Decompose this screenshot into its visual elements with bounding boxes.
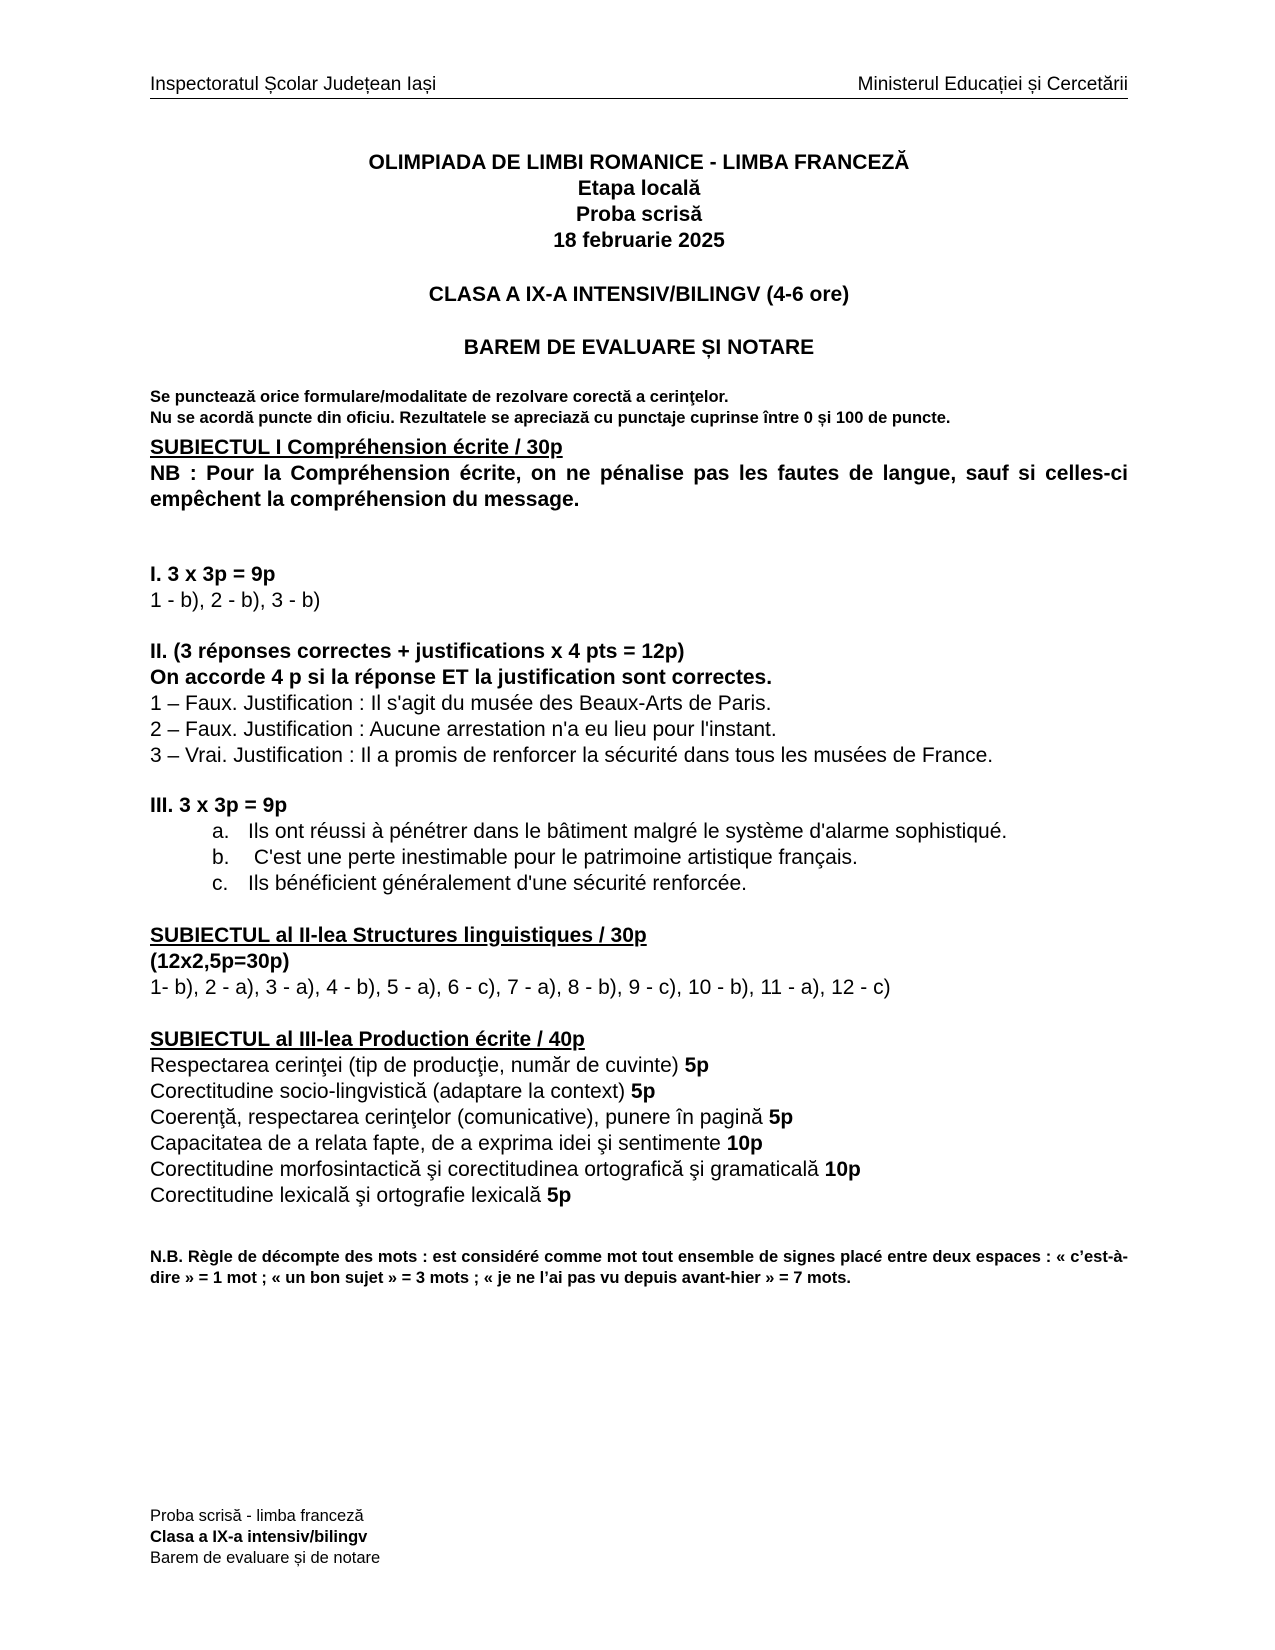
item-text: Ils bénéficient généralement d'une sécurité renforcée. bbox=[248, 872, 747, 895]
exam-date: 18 februarie 2025 bbox=[553, 229, 725, 252]
barem-title: BAREM DE EVALUARE ȘI NOTARE bbox=[463, 336, 815, 359]
criterion-points: 5p bbox=[546, 1184, 572, 1207]
item-marker: b. bbox=[212, 846, 230, 869]
exam-type: Proba scrisă bbox=[575, 203, 703, 226]
subject-2 bbox=[150, 923, 1128, 1001]
subject-1-nb: NB : Pour la Compréhension écrite, on ne pénalise pas les fautes de langue, sauf si celles-ci empêchent la compréhension du message. bbox=[150, 462, 1128, 511]
criterion-text: Respectarea cerinţei (tip de producţie, număr de cuvinte) bbox=[150, 1054, 679, 1077]
part-3-heading: III. 3 x 3p = 9p bbox=[150, 794, 288, 817]
part-2-heading: II. (3 réponses correctes + justifications x 4 pts = 12p) bbox=[150, 640, 685, 663]
criterion-row bbox=[150, 1157, 1128, 1183]
header-inspectorate: Inspectoratul Școlar Județean Iași bbox=[150, 74, 437, 95]
criterion-text: Coerenţă, respectarea cerinţelor (comunicative), punere în pagină bbox=[150, 1106, 763, 1129]
part-2-item: 3 – Vrai. Justification : Il a promis de renforcer la sécurité dans tous les musées de France. bbox=[150, 744, 994, 767]
criterion-row bbox=[150, 1183, 1128, 1209]
criterion-points: 5p bbox=[630, 1080, 656, 1103]
criterion-points: 10p bbox=[726, 1132, 763, 1155]
general-line-2: Nu se acordă puncte din oficiu. Rezultatele se apreciază cu punctaje cuprinse între 0 și 100 de puncte. bbox=[150, 409, 951, 427]
page-footer bbox=[150, 1506, 380, 1569]
stage-title: Etapa locală bbox=[577, 177, 701, 200]
criterion-points: 10p bbox=[824, 1158, 861, 1181]
list-item bbox=[150, 871, 1128, 897]
page-header bbox=[150, 72, 1128, 99]
criterion-row bbox=[150, 1131, 1128, 1157]
subject-1-title: SUBIECTUL I Compréhension écrite / 30p bbox=[150, 436, 563, 459]
part-1-heading: I. 3 x 3p = 9p bbox=[150, 563, 276, 586]
subject-3-title: SUBIECTUL al III-lea Production écrite / 40p bbox=[150, 1028, 585, 1051]
subject-2-title: SUBIECTUL al II-lea Structures linguistiques / 30p bbox=[150, 924, 647, 947]
criterion-text: Corectitudine morfosintactică şi corectitudinea ortografică şi gramaticală bbox=[150, 1158, 819, 1181]
criterion-row bbox=[150, 1079, 1128, 1105]
part-2-item: 1 – Faux. Justification : Il s'agit du musée des Beaux-Arts de Paris. bbox=[150, 692, 772, 715]
part-2-note: On accorde 4 p si la réponse ET la justification sont correctes. bbox=[150, 666, 773, 689]
criterion-text: Capacitatea de a relata fapte, de a exprima idei şi sentimente bbox=[150, 1132, 721, 1155]
subject-1-header bbox=[150, 435, 1128, 513]
subject-2-answers: 1- b), 2 - a), 3 - a), 4 - b), 5 - a), 6 - c), 7 - a), 8 - b), 9 - c), 10 - b), 11 - a), 12 - c) bbox=[150, 976, 891, 999]
list-item bbox=[150, 845, 1128, 871]
criterion-text: Corectitudine lexicală şi ortografie lexicală bbox=[150, 1184, 542, 1207]
footer-line-1: Proba scrisă - limba franceză bbox=[150, 1507, 364, 1525]
item-text: C'est une perte inestimable pour le patrimoine artistique français. bbox=[248, 846, 858, 869]
criterion-points: 5p bbox=[768, 1106, 794, 1129]
subject-1-part-1 bbox=[150, 562, 1128, 614]
item-marker: a. bbox=[212, 820, 230, 843]
criterion-row bbox=[150, 1105, 1128, 1131]
class-title: CLASA A IX-A INTENSIV/BILINGV (4-6 ore) bbox=[428, 283, 850, 306]
criterion-text: Corectitudine socio-lingvistică (adaptare la context) bbox=[150, 1080, 626, 1103]
footer-line-3: Barem de evaluare și de notare bbox=[150, 1549, 381, 1567]
header-ministry: Ministerul Educației și Cercetării bbox=[857, 74, 1128, 95]
general-line-1: Se punctează orice formulare/modalitate de rezolvare corectă a cerinţelor. bbox=[150, 388, 729, 406]
list-item bbox=[150, 819, 1128, 845]
general-instructions bbox=[150, 387, 1128, 429]
part-2-item: 2 – Faux. Justification : Aucune arrestation n'a eu lieu pour l'instant. bbox=[150, 718, 777, 741]
footer-line-2: Clasa a IX-a intensiv/bilingv bbox=[150, 1528, 368, 1546]
document-title bbox=[150, 150, 1128, 254]
part-1-answers: 1 - b), 2 - b), 3 - b) bbox=[150, 589, 321, 612]
olympiad-title: OLIMPIADA DE LIMBI ROMANICE - LIMBA FRANCEZĂ bbox=[368, 151, 910, 174]
part-3-list bbox=[150, 819, 1128, 897]
subject-1-part-3 bbox=[150, 793, 1128, 897]
criterion-row bbox=[150, 1053, 1128, 1079]
subject-1-part-2 bbox=[150, 639, 1128, 769]
subject-2-scoring: (12x2,5p=30p) bbox=[150, 950, 290, 973]
word-count-note: N.B. Règle de décompte des mots : est considéré comme mot tout ensemble de signes placé entre deux espaces : « c’est-à-dire » = 1 mot ; « un bon sujet » = 3 mots ; « je ne l’ai pas vu depuis avant-hier » = 7 mots. bbox=[150, 1248, 1128, 1287]
item-text: Ils ont réussi à pénétrer dans le bâtiment malgré le système d'alarme sophistiqué. bbox=[248, 820, 1008, 843]
subject-3 bbox=[150, 1027, 1128, 1209]
item-marker: c. bbox=[212, 872, 229, 895]
criterion-points: 5p bbox=[684, 1054, 710, 1077]
